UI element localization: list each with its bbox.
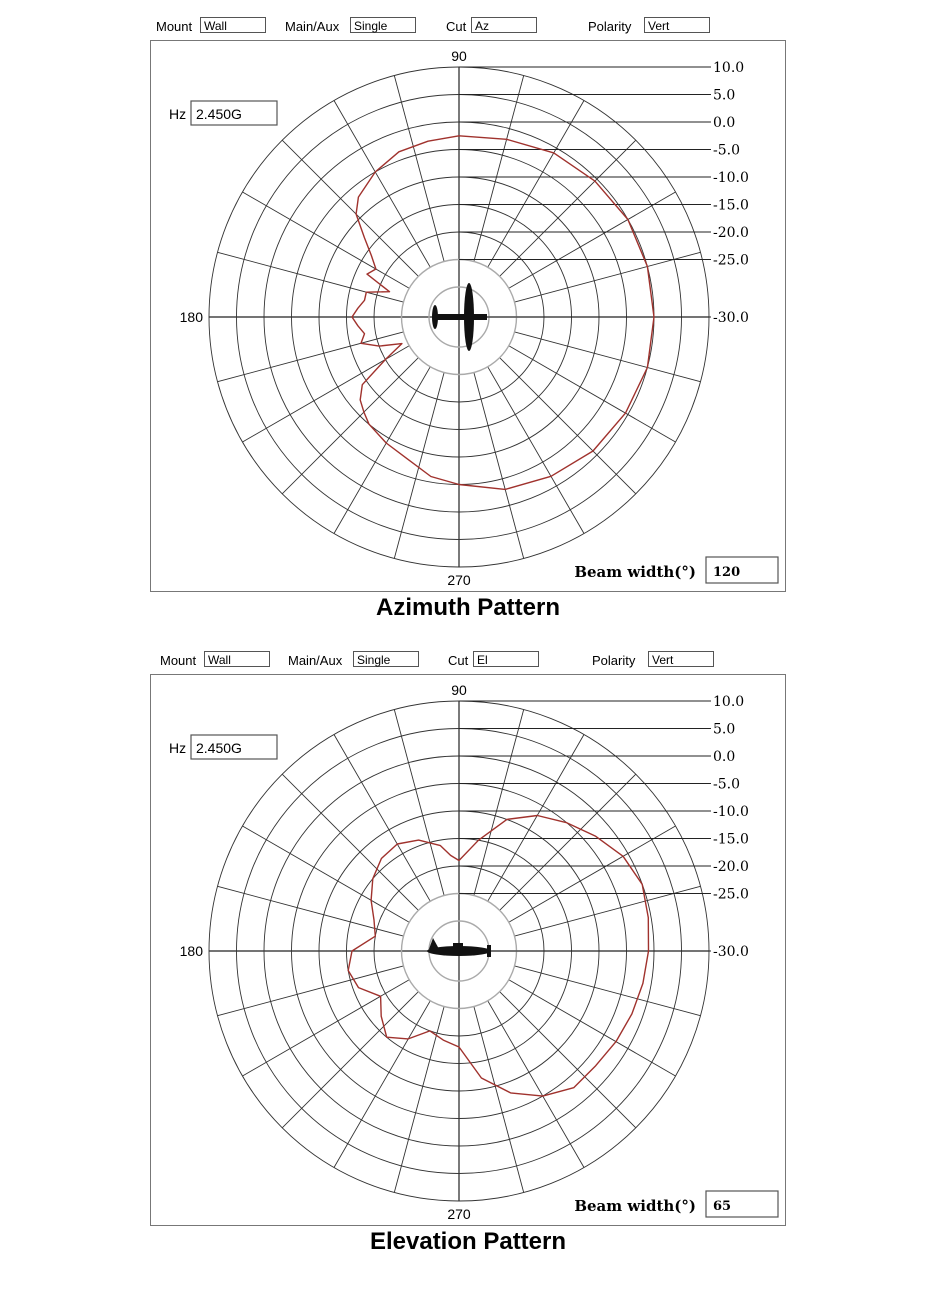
polarity-field[interactable]: Vert bbox=[644, 17, 710, 33]
radial-tick-label: -25.0 bbox=[713, 886, 749, 903]
beam-width-label: Beam width(°) bbox=[574, 563, 696, 581]
radial-tick-label: 10.0 bbox=[713, 694, 745, 710]
cut-label: Cut bbox=[446, 19, 467, 34]
spoke-line bbox=[218, 252, 404, 302]
radial-tick-label: 5.0 bbox=[713, 721, 736, 738]
radial-tick-label: -30.0 bbox=[713, 944, 749, 960]
radial-tick-label: -10.0 bbox=[713, 804, 749, 820]
radial-tick-label: -25.0 bbox=[713, 252, 749, 269]
spoke-line bbox=[515, 332, 701, 382]
beam-width-value: 65 bbox=[713, 1199, 732, 1214]
angle-label-180: 180 bbox=[179, 943, 203, 959]
radial-tick-label: -15.0 bbox=[713, 831, 749, 848]
polarity-label: Polarity bbox=[588, 19, 632, 34]
mount-field[interactable]: Wall bbox=[200, 17, 266, 33]
mainaux-field[interactable]: Single bbox=[353, 651, 419, 667]
elevation-header bbox=[150, 650, 786, 672]
spoke-line bbox=[474, 373, 524, 559]
spoke-line bbox=[394, 76, 444, 262]
radial-tick-label: -15.0 bbox=[713, 197, 749, 214]
radial-tick-label: -30.0 bbox=[713, 310, 749, 326]
radial-tick-label: 0.0 bbox=[713, 115, 736, 131]
cut-field[interactable]: Az bbox=[471, 17, 537, 33]
pattern-trace bbox=[348, 816, 648, 1097]
mainaux-label: Main/Aux bbox=[288, 653, 343, 668]
mount-label: Mount bbox=[156, 19, 193, 34]
radial-tick-label: -10.0 bbox=[713, 170, 749, 186]
hz-value: 2.450G bbox=[196, 740, 242, 756]
spoke-line bbox=[218, 332, 404, 382]
mount-label: Mount bbox=[160, 653, 197, 668]
spoke-line bbox=[515, 966, 701, 1016]
radial-tick-label: -20.0 bbox=[713, 859, 749, 875]
azimuth-title: Azimuth Pattern bbox=[375, 594, 560, 621]
radial-tick-label: -5.0 bbox=[713, 142, 740, 159]
mainaux-label: Main/Aux bbox=[285, 19, 340, 34]
beam-width-label: Beam width(°) bbox=[574, 1197, 696, 1215]
radial-tick-label: -20.0 bbox=[713, 225, 749, 241]
mount-field[interactable]: Wall bbox=[204, 651, 270, 667]
azimuth-polar-chart bbox=[151, 41, 785, 591]
spoke-line bbox=[218, 966, 404, 1016]
azimuth-header bbox=[150, 16, 786, 38]
radial-tick-label: 5.0 bbox=[713, 87, 736, 104]
angle-label-90: 90 bbox=[451, 48, 467, 64]
azimuth-plot-area bbox=[150, 40, 786, 592]
angle-label-270: 270 bbox=[447, 572, 471, 588]
elevation-polar-chart bbox=[151, 675, 785, 1225]
cut-label: Cut bbox=[448, 653, 469, 668]
elevation-title: Elevation Pattern bbox=[369, 1228, 567, 1255]
polarity-field[interactable]: Vert bbox=[648, 651, 714, 667]
pattern-trace bbox=[352, 136, 654, 490]
spoke-line bbox=[474, 76, 524, 262]
angle-label-270: 270 bbox=[447, 1206, 471, 1222]
spoke-line bbox=[394, 373, 444, 559]
spoke-line bbox=[394, 710, 444, 896]
hz-value: 2.450G bbox=[196, 106, 242, 122]
cut-field[interactable]: El bbox=[473, 651, 539, 667]
radial-tick-label: 10.0 bbox=[713, 60, 745, 76]
hz-label: Hz bbox=[169, 106, 187, 122]
radial-tick-label: 0.0 bbox=[713, 749, 736, 765]
mainaux-field[interactable]: Single bbox=[350, 17, 416, 33]
hz-label: Hz bbox=[169, 740, 187, 756]
radial-tick-label: -5.0 bbox=[713, 776, 740, 793]
beam-width-value: 120 bbox=[713, 565, 741, 580]
spoke-line bbox=[218, 886, 404, 936]
angle-label-180: 180 bbox=[179, 309, 203, 325]
elevation-plot-area bbox=[150, 674, 786, 1226]
spoke-line bbox=[474, 710, 524, 896]
spoke-line bbox=[474, 1007, 524, 1193]
polarity-label: Polarity bbox=[592, 653, 636, 668]
angle-label-90: 90 bbox=[451, 682, 467, 698]
